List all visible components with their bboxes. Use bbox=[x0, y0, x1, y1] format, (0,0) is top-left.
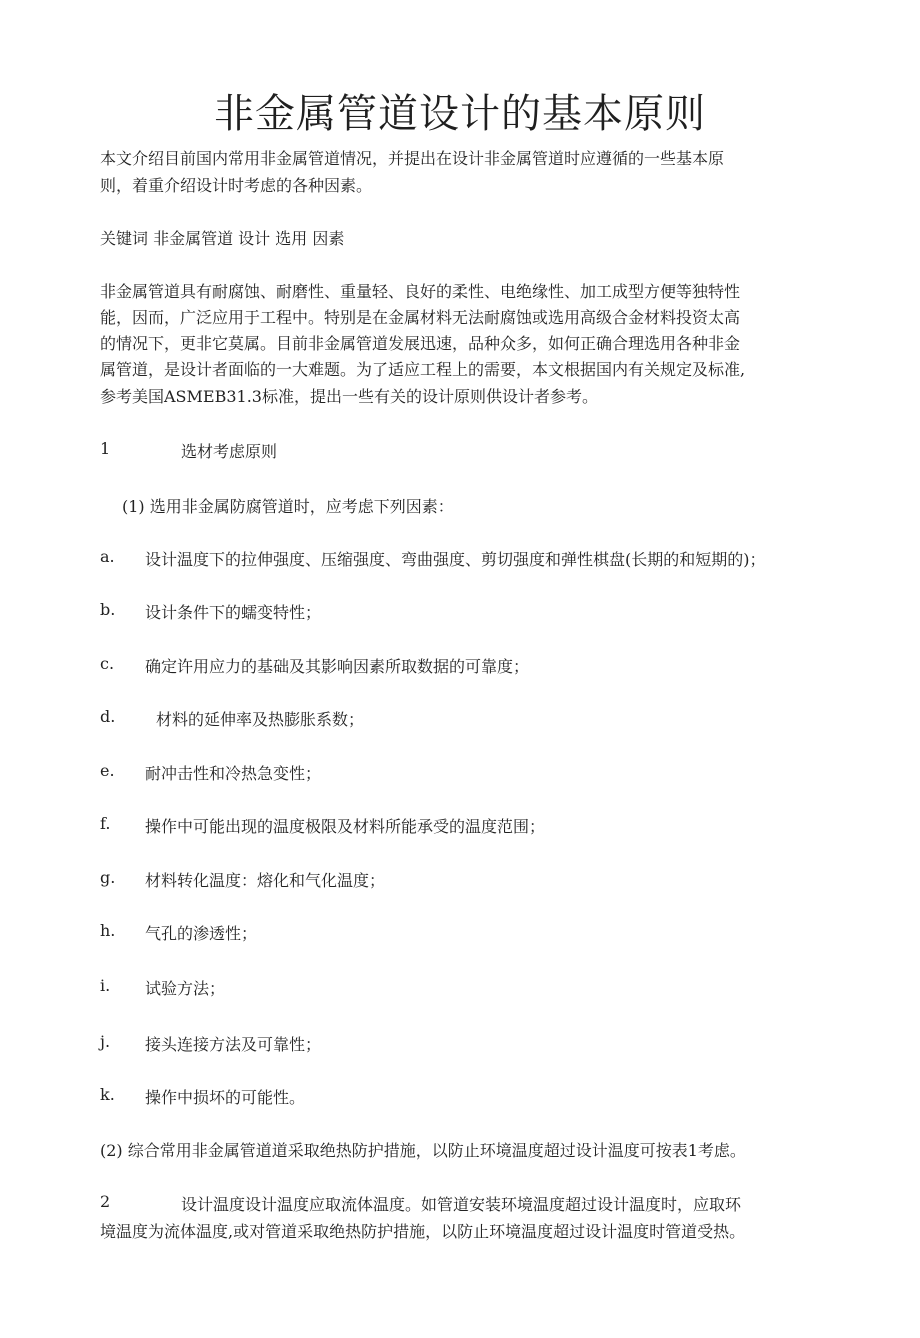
abstract-line-2: 则，着重介绍设计时考虑的各种因素。 bbox=[100, 176, 373, 195]
list-item-text: 确定许用应力的基础及其影响因素所取数据的可靠度； bbox=[145, 657, 530, 676]
list-item-marker: e. bbox=[100, 761, 115, 780]
list-item-marker: d. bbox=[100, 707, 116, 726]
list-item-marker: g. bbox=[100, 868, 116, 887]
list-item-text: 材料转化温度：熔化和气化温度； bbox=[145, 871, 386, 890]
intro-line-1: 非金属管道具有耐腐蚀、耐磨性、重量轻、良好的柔性、电绝缘性、加工成型方便等独特性 bbox=[100, 282, 741, 301]
section-2-line-2: 境温度为流体温度,或对管道采取绝热防护措施，以防止环境温度超过设计温度时管道受热。 bbox=[100, 1222, 746, 1241]
list-item-text: 操作中损坏的可能性。 bbox=[145, 1088, 306, 1107]
list-item-marker: k. bbox=[100, 1085, 115, 1104]
abstract-line-1: 本文介绍目前国内常用非金属管道情况，并提出在设计非金属管道时应遵循的一些基本原 bbox=[100, 149, 725, 168]
intro-line-2: 能，因而，广泛应用于工程中。特别是在金属材料无法耐腐蚀或选用高级合金材料投资太高 bbox=[100, 308, 741, 327]
section-1-number: 1 bbox=[100, 439, 111, 458]
section-1-title: 选材考虑原则 bbox=[181, 442, 278, 461]
list-item-text: 耐冲击性和冷热急变性； bbox=[145, 764, 322, 783]
list-item-marker: i. bbox=[100, 976, 111, 995]
list-item-text: 接头连接方法及可靠性； bbox=[145, 1035, 322, 1054]
list-item-marker: j. bbox=[100, 1032, 111, 1051]
section-2-line-1: 设计温度设计温度应取流体温度。如管道安装环境温度超过设计温度时，应取环 bbox=[181, 1195, 742, 1214]
document-title: 非金属管道设计的基本原则 bbox=[214, 91, 706, 137]
list-item-text: 操作中可能出现的温度极限及材料所能承受的温度范围； bbox=[145, 817, 546, 836]
list-item-marker: a. bbox=[100, 547, 115, 566]
list-item-marker: h. bbox=[100, 921, 116, 940]
list-item-text: 设计温度下的拉伸强度、压缩强度、弯曲强度、剪切强度和弹性棋盘(长期的和短期的)； bbox=[145, 550, 766, 569]
intro-line-3: 的情况下，更非它莫属。目前非金属管道发展迅速，品种众多，如何正确合理选用各种非金 bbox=[100, 334, 741, 353]
section-2-number: 2 bbox=[100, 1192, 111, 1211]
subsection-2: (2) 综合常用非金属管道道采取绝热防护措施，以防止环境温度超过设计温度可按表1考虑。 bbox=[100, 1141, 746, 1160]
list-item-text: 设计条件下的蠕变特性； bbox=[145, 603, 322, 622]
list-item-text: 材料的延伸率及热膨胀系数； bbox=[156, 710, 365, 729]
intro-line-5: 参考美国ASMEB31.3标准，提出一些有关的设计原则供设计者参考。 bbox=[100, 387, 598, 406]
list-item-text: 气孔的渗透性； bbox=[145, 924, 258, 943]
intro-line-4: 属管道，是设计者面临的一大难题。为了适应工程上的需要，本文根据国内有关规定及标准, bbox=[100, 360, 746, 379]
list-item-marker: f. bbox=[100, 814, 111, 833]
subsection-1: (1) 选用非金属防腐管道时，应考虑下列因素： bbox=[122, 497, 454, 516]
list-item-marker: c. bbox=[100, 654, 115, 673]
keywords: 关键词 非金属管道 设计 选用 因素 bbox=[100, 229, 345, 248]
list-item-text: 试验方法； bbox=[145, 979, 226, 998]
list-item-marker: b. bbox=[100, 600, 116, 619]
